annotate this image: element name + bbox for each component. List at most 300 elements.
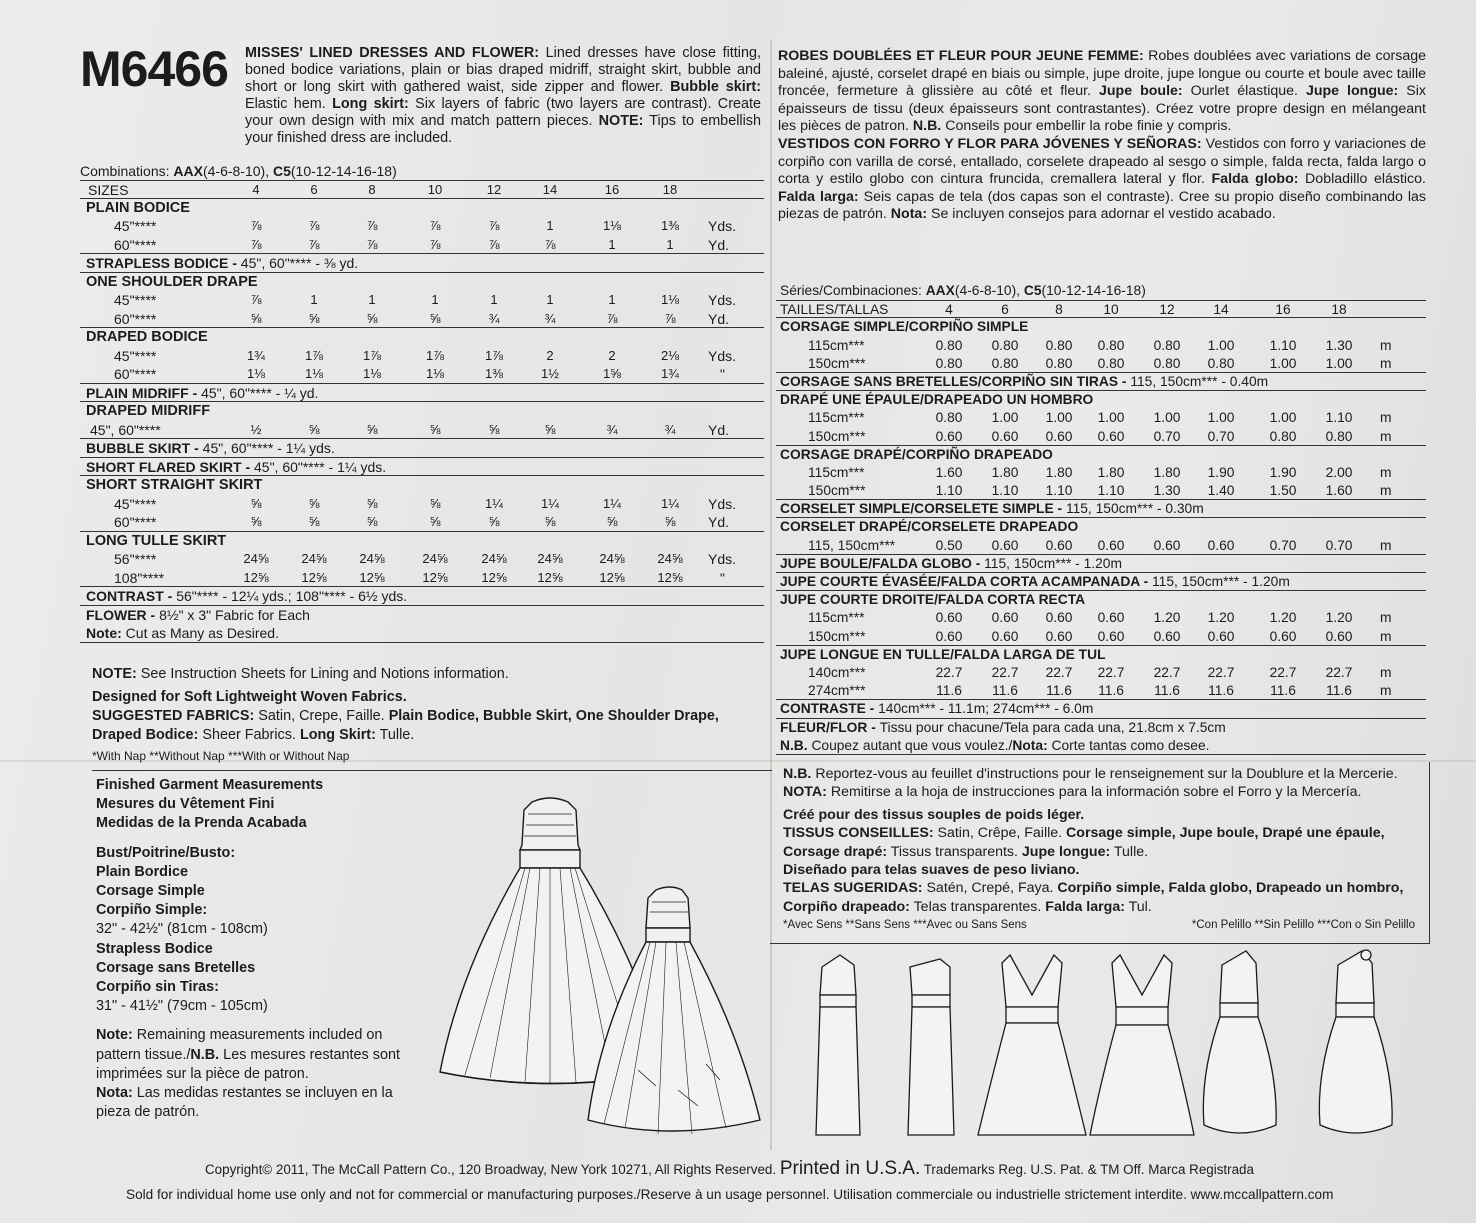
cell: 1.30 [1153, 483, 1181, 499]
cell: 0.80 [1097, 337, 1125, 353]
cell: 0.60 [935, 628, 963, 644]
cell: ⅞ [250, 236, 262, 252]
section-corselet-drape: CORSELET DRAPÉ/CORSELETE DRAPEADO [780, 519, 1079, 535]
cell: ⅝ [429, 514, 441, 529]
cell: ⅞ [308, 218, 320, 233]
size-col: 14 [542, 182, 558, 197]
cell: 1.10 [1097, 483, 1125, 499]
table-row [80, 217, 764, 236]
copyright-text: Copyright© 2011, The McCall Pattern Co., 120 Broadway, New York 10271, All Rights Reserved. [205, 1162, 780, 1177]
unit: " [720, 366, 725, 382]
section-draped-midriff: DRAPED MIDRIFF [86, 403, 211, 419]
cell: 1¾ [246, 347, 266, 363]
unit: m [1380, 537, 1392, 553]
bust-label: Bust/Poitrine/Busto: [96, 844, 236, 861]
nap-legend: *With Nap **Without Nap ***With or Without Nap [92, 747, 772, 771]
cell: 0.60 [991, 610, 1019, 626]
cell: 1.90 [1269, 464, 1297, 480]
desc-en-note-text: Tips to embellish your finished dress are included. [245, 113, 761, 146]
table-row-strapless-bodice [80, 254, 764, 273]
cell: ⅞ [366, 218, 378, 233]
cell: 0.80 [1269, 428, 1297, 444]
cell: 11.6 [1046, 683, 1072, 699]
cell: 1.10 [1325, 410, 1353, 426]
cell: ⅞ [366, 236, 378, 252]
suggested-text: Satin, Crepe, Faille. [254, 708, 389, 724]
cell: 1.80 [991, 464, 1019, 480]
desc-fr-label: Jupe longue: [1305, 83, 1399, 100]
cell: 0.80 [991, 355, 1019, 371]
nota-text: Remitirse a la hoja de instrucciones para la información sobre el Forro y la Mercería. [826, 784, 1362, 801]
row-value: 8½" x 3" Fabric for Each [159, 606, 310, 623]
cell: 24⅝ [422, 551, 448, 566]
cell: 0.70 [1207, 428, 1235, 444]
row-title: FLEUR/FLOR - [780, 719, 880, 735]
row-label: 115, 150cm*** [808, 537, 896, 553]
row-value: 45", 60"**** - 1¼ yds. [202, 440, 335, 456]
cell: ⅝ [544, 514, 556, 529]
cell: 0.80 [1045, 355, 1073, 371]
table-row [80, 421, 764, 440]
cell: 24⅝ [481, 551, 507, 566]
cell: 0.60 [1153, 537, 1181, 553]
cell: 0.70 [1153, 428, 1181, 444]
cell: 1.20 [1207, 610, 1235, 626]
row-label: 45"**** [114, 347, 157, 364]
table-row [80, 347, 764, 366]
cell: 1⅝ [602, 366, 622, 381]
table-row [80, 365, 764, 384]
cell: ⅞ [544, 236, 556, 252]
section-plain-bodice: PLAIN BODICE [86, 199, 190, 216]
cell: 11.6 [992, 683, 1018, 699]
nb-text: Les mesures restantes sont imprimées sur la pièce de patron. [96, 1046, 400, 1082]
cell: 12⅝ [657, 569, 683, 585]
combo-c5: C5 [272, 163, 291, 179]
cell: ¾ [664, 421, 676, 437]
cell: 0.70 [1269, 537, 1297, 553]
note-label: NOTE: [92, 666, 137, 682]
telas-text: Telas transparentes. [909, 898, 1046, 915]
row-label: 60"**** [114, 310, 157, 327]
note-text: See Instruction Sheets for Lining and Notions information. [136, 666, 509, 682]
cell: 0.60 [1045, 610, 1073, 626]
cell: 1¼ [602, 495, 622, 511]
suggested-bold: Long Skirt: [299, 727, 376, 743]
telas-bold: Corpiño simple, Falda globo, Drapeado un hombro, Corpiño drapeado: [783, 880, 1404, 915]
cell: ⅝ [366, 495, 378, 511]
cell: ¾ [544, 310, 556, 326]
dress-one-shoulder-flower-bubble [1319, 950, 1392, 1133]
cell: ⅝ [366, 514, 378, 529]
cell: 1.00 [1269, 410, 1297, 426]
tissus-text: Satin, Crêpe, Faille. [933, 825, 1067, 842]
size-col: 10 [427, 182, 443, 197]
row-value: 45", 60"**** - ¼ yd. [201, 384, 319, 401]
cell: 1 [608, 292, 616, 307]
plain-bodice-label: Plain Bordice [96, 863, 188, 880]
cell: 12⅝ [243, 569, 269, 585]
cell: ⅝ [544, 421, 556, 437]
cell: 24⅝ [301, 551, 327, 566]
cell: 24⅝ [359, 551, 385, 566]
unit: Yd. [708, 310, 730, 327]
cell: 0.80 [935, 337, 963, 353]
cell: ¾ [606, 421, 618, 437]
cell: 11.6 [1154, 683, 1180, 699]
row-value: Coupez autant que vous voulez./ [811, 737, 1013, 753]
cell: 1 [608, 236, 616, 252]
sizes-header-row [776, 300, 1426, 318]
cell: 1½ [540, 366, 560, 381]
cell: 22.7 [1207, 664, 1235, 680]
desc-es-text: Dobladillo elástico. [1298, 171, 1426, 188]
cell: ⅞ [488, 218, 500, 233]
nap-legend-es: *Con Pelillo **Sin Pelillo ***Con o Sin Pelillo [1191, 919, 1415, 932]
cell: ½ [250, 421, 262, 437]
combinations-label: Combinations: [80, 163, 174, 179]
desc-en-long-text: Six layers of fabric (two layers are contrast). Create your own design with mix and match pattern pieces. [245, 96, 761, 129]
unit: m [1380, 664, 1392, 680]
pattern-code: M6466 [80, 41, 228, 97]
cell: ⅝ [488, 514, 500, 529]
table-row-bubble-skirt [80, 439, 764, 458]
cell: 1.00 [1045, 410, 1073, 426]
row-value: 115, 150cm*** - 1.20m [1152, 574, 1290, 589]
combo-c5-sizes: (10-12-14-16-18) [290, 163, 397, 179]
desc-fr-text: Six épaisseurs de tissu (deux épaisseurs sont contrastantes). Créez votre propre design en mélangeant les pièces de patron. [778, 83, 1426, 135]
cell: 0.60 [935, 610, 963, 626]
suggested-label: SUGGESTED FABRICS: [92, 708, 255, 724]
cell: 0.80 [1325, 428, 1353, 444]
description-english [245, 45, 761, 147]
section-corsage-simple: CORSAGE SIMPLE/CORPIÑO SIMPLE [780, 319, 1029, 335]
table-row-contrast [80, 587, 764, 606]
table-row [80, 550, 764, 569]
designed-for: Designed for Soft Lightweight Woven Fabrics. [92, 689, 407, 705]
table-row-nb-cut [776, 737, 1426, 755]
desc-en-body: Lined dresses have close fitting, boned bodice variations, plain or bias draped midriff, straight skirt, bubble and short or long skirt with gathered waist, side zipper and flower. [245, 45, 761, 95]
cell: 0.60 [1325, 628, 1353, 644]
tissus-label: TISSUS CONSEILLES: [783, 825, 934, 842]
section-short-straight-skirt: SHORT STRAIGHT SKIRT [86, 477, 263, 493]
cell: ⅞ [429, 218, 441, 233]
cell: 24⅝ [243, 551, 269, 566]
cell: 0.70 [1325, 537, 1353, 553]
table-row [776, 428, 1426, 446]
unit: " [720, 569, 725, 586]
strapless-label: Corsage sans Bretelles [96, 959, 256, 976]
table-row [80, 310, 764, 329]
row-title: SHORT FLARED SKIRT - [86, 458, 254, 475]
cell: 0.80 [1097, 355, 1125, 371]
cell: 22.7 [1153, 664, 1181, 680]
cell: 1.50 [1269, 483, 1297, 499]
combo-aax: AAX [173, 163, 203, 179]
size-col: 4 [252, 182, 260, 197]
size-col: 14 [1213, 302, 1229, 318]
row-label: 60"**** [114, 514, 157, 530]
cell: 1¾ [660, 366, 680, 381]
section-one-shoulder-drape: ONE SHOULDER DRAPE [86, 273, 258, 290]
cell: ⅝ [308, 495, 320, 511]
cell: 11.6 [1208, 683, 1234, 699]
cell: 12⅝ [537, 569, 563, 585]
desc-en-bubble-label: Bubble skirt: [670, 79, 761, 95]
row-value: 56"**** - 12¼ yds.; 108"**** - 6½ yds. [176, 588, 408, 604]
cell: ⅝ [606, 514, 618, 529]
row-title: FLOWER - [86, 606, 160, 623]
dress-draped-midriff-flared [1090, 955, 1194, 1135]
cell: 1.00 [1097, 410, 1125, 426]
row-title: Note: [86, 625, 126, 641]
disenado-para: Diseñado para telas suaves de peso liviano. [783, 862, 1080, 879]
combo-aax-sizes: (4-6-8-10), [202, 163, 273, 179]
table-row [80, 291, 764, 310]
cell: 1¼ [540, 495, 560, 511]
section-jupe-longue: JUPE LONGUE EN TULLE/FALDA LARGA DE TUL [780, 646, 1106, 662]
cell: 1 [666, 236, 674, 252]
row-label: 45"**** [114, 495, 157, 512]
row-label: 45"**** [114, 292, 157, 308]
cell: 1.40 [1207, 483, 1235, 499]
desc-fr-text: Ourlet élastique. [1182, 83, 1306, 100]
cell: ⅝ [429, 421, 441, 437]
cell: 22.7 [1045, 664, 1073, 680]
desc-en-bubble-text: Elastic hem. [245, 96, 333, 112]
table-row [80, 236, 764, 255]
row-title: JUPE COURTE ÉVASÉE/FALDA CORTA ACAMPANADA - [780, 574, 1153, 589]
table-row-corselet-simple [776, 500, 1426, 518]
cell: 1⅛ [304, 366, 324, 381]
sizes-label: SIZES [88, 182, 129, 198]
cell: 1⅛ [602, 218, 622, 233]
cell: 12⅝ [359, 569, 385, 585]
size-col: 4 [945, 302, 953, 318]
size-col: 8 [1055, 302, 1063, 318]
section-draped-bodice: DRAPED BODICE [86, 329, 208, 345]
cell: 1 [490, 292, 498, 307]
row-label: 108"**** [114, 569, 165, 586]
nota-text: Las medidas restantes se incluyen en la pieza de patrón. [96, 1085, 393, 1121]
desc-es-text: Seis capas de tela (dos capas son el contraste). Cree su propio diseño combinando las piezas de patrón. [778, 188, 1426, 223]
unit: m [1380, 628, 1392, 644]
desc-es-label: Falda larga: [778, 188, 859, 205]
row-label: 150cm*** [808, 628, 866, 644]
row-value: 115, 150cm*** - 1.20m [984, 555, 1122, 571]
row-title: CONTRASTE - [780, 701, 879, 717]
table-row [776, 664, 1426, 682]
desc-fr-label: N.B. [912, 118, 942, 135]
table-row-contraste [776, 700, 1426, 718]
cell: 22.7 [1325, 664, 1353, 680]
cell: 2 [608, 347, 616, 363]
cell: 2⅛ [660, 347, 680, 363]
plain-bodice-label: Corsage Simple [96, 883, 205, 900]
cell: 1.20 [1325, 610, 1353, 626]
cell: 1.10 [935, 483, 963, 499]
table-row-note-cut [80, 624, 764, 643]
cell: 1⅞ [425, 347, 445, 363]
row-title: BUBBLE SKIRT - [86, 440, 203, 456]
unit: Yds. [708, 292, 737, 308]
measurements-title: Mesures du Vêtement Fini [96, 796, 275, 813]
combo-aax: AAX [925, 283, 955, 298]
table-row [776, 337, 1426, 355]
size-col: 16 [1275, 302, 1291, 318]
cell: 1.80 [1097, 464, 1125, 480]
dress-draped-flared [978, 955, 1086, 1135]
unit: Yd. [708, 236, 730, 253]
nota-label: NOTA: [783, 784, 827, 801]
table-row [776, 355, 1426, 373]
desc-en-title: MISSES' LINED DRESSES AND FLOWER: [245, 45, 540, 61]
table-row-short-flared-skirt [80, 458, 764, 477]
cell: 1.00 [1269, 355, 1297, 371]
cell: 11.6 [1098, 683, 1124, 699]
cell: 1 [368, 292, 376, 307]
unit: m [1380, 483, 1392, 499]
unit: Yds. [708, 551, 737, 567]
cell: 1.20 [1269, 610, 1297, 626]
cell: 1.60 [935, 464, 963, 480]
measurements-title: Medidas de la Prenda Acabada [96, 815, 307, 832]
cell: ⅞ [250, 292, 262, 307]
nota-label: Nota: [96, 1085, 133, 1102]
cell: 11.6 [936, 683, 962, 699]
unit: m [1380, 464, 1392, 480]
cell: 0.80 [935, 410, 963, 426]
cell: 22.7 [935, 664, 963, 680]
row-value: Tissu pour chacune/Tela para cada una, 21.8cm x 7.5cm [879, 719, 1226, 735]
size-col: 6 [1001, 302, 1009, 318]
cell: ⅝ [366, 310, 378, 326]
series-label: Séries/Combinaciones: [780, 283, 926, 298]
cell: 0.60 [1097, 628, 1125, 644]
row-label: 150cm*** [808, 483, 866, 499]
dress-strapless-straight [908, 959, 954, 1135]
cell: 0.60 [1097, 610, 1125, 626]
cell: 0.60 [1207, 537, 1235, 553]
fold-line-vertical [770, 40, 772, 1150]
row-value: Corte tantas como desee. [1051, 737, 1210, 753]
cell: 0.60 [1045, 628, 1073, 644]
note-label: Note: [96, 1027, 133, 1044]
cell: 0.80 [1153, 355, 1181, 371]
unit: Yd. [708, 421, 730, 438]
tissus-text: Tissus transparents. [887, 843, 1022, 860]
table-row [80, 513, 764, 532]
table-row [776, 482, 1426, 500]
cell: ⅞ [429, 236, 441, 252]
dress-one-shoulder-bubble [1203, 951, 1276, 1133]
unit: m [1380, 337, 1392, 353]
desc-es-body: Vestidos con forro y variaciones de corpiño con varilla de corsé, entallado, corselete drapeado al sesgo o simple, falda recta, falda largo o corta y estilo globo con cintura fruncida, cremallera lateral y flor. [778, 135, 1426, 188]
cell: 0.80 [991, 337, 1019, 353]
cell: 0.60 [1045, 428, 1073, 444]
cell: 0.60 [1207, 628, 1235, 644]
cell: ⅞ [664, 310, 676, 326]
desc-es-title: VESTIDOS CON FORRO Y FLOR PARA JÓVENES Y SEÑORAS: [778, 135, 1202, 152]
cell: ⅝ [366, 421, 378, 437]
table-row [776, 609, 1426, 627]
cell: 1.80 [1045, 464, 1073, 480]
table-row-flower [80, 606, 764, 625]
unit: Yds. [708, 495, 737, 512]
row-label: 115cm*** [808, 337, 865, 353]
row-label: 274cm*** [808, 683, 866, 699]
long-dress-illustrations [420, 790, 770, 1150]
row-label: 115cm*** [808, 610, 865, 626]
row-label: 45"**** [114, 218, 157, 234]
cell: 1 [546, 218, 554, 233]
telas-bold: Falda larga: [1045, 898, 1125, 915]
cell: 1⅛ [246, 366, 266, 381]
cell: 0.50 [935, 537, 963, 553]
table-row [80, 495, 764, 514]
section-corsage-drape: CORSAGE DRAPÉ/CORPIÑO DRAPEADO [780, 446, 1053, 462]
telas-text: Tul. [1124, 898, 1152, 915]
combo-c5-sizes: (10-12-14-16-18) [1041, 283, 1146, 298]
series-line [776, 282, 1426, 300]
plain-bodice-label: Corpiño Simple: [96, 902, 208, 919]
cell: 0.80 [1207, 355, 1235, 371]
row-value: 115, 150cm*** - 0.40m [1130, 373, 1269, 389]
finished-measurements [96, 776, 426, 1122]
cell: 11.6 [1326, 683, 1352, 699]
nb-text: Reportez-vous au feuillet d'instructions pour le renseignement sur la Doublure et la Mercerie. [811, 766, 1398, 782]
desc-es-text: Se incluyen consejos para adornar el vestido acabado. [927, 206, 1276, 223]
cell: ⅝ [308, 514, 320, 529]
cell: 1 [431, 292, 439, 307]
cell: ⅞ [308, 236, 320, 252]
cell: 0.60 [1045, 537, 1073, 553]
combo-aax-sizes: (4-6-8-10), [954, 283, 1024, 298]
strapless-value: 31" - 41½" (79cm - 105cm) [96, 998, 268, 1015]
unit: m [1380, 410, 1392, 426]
sizes-header-row [80, 180, 764, 199]
yardage-table-metric [776, 282, 1426, 755]
description-french-spanish [778, 48, 1426, 224]
row-value: 140cm*** - 11.1m; 274cm*** - 6.0m [878, 701, 1094, 717]
cell: 0.60 [1097, 537, 1125, 553]
cell: 0.80 [1045, 337, 1073, 353]
size-col: 12 [1159, 302, 1175, 318]
cell: 1⅜ [484, 366, 504, 381]
cell: 0.80 [935, 355, 963, 371]
tissus-bold: Jupe longue: [1021, 843, 1111, 860]
cell: ⅝ [308, 310, 320, 326]
cell: 0.60 [991, 428, 1019, 444]
cell: 0.60 [991, 537, 1019, 553]
tissus-text: Tulle. [1110, 843, 1149, 860]
suggested-text: Tulle. [375, 727, 415, 743]
cell: 1.60 [1325, 483, 1353, 499]
combinations-line [80, 162, 764, 180]
size-col: 6 [310, 182, 318, 197]
desc-fr-text: Conseils pour embellir la robe finie y compris. [941, 118, 1232, 135]
cell: 1.00 [991, 410, 1019, 426]
telas-text: Satén, Crepé, Faya. [922, 880, 1058, 897]
usage-line: Sold for individual home use only and not for commercial or manufacturing purposes./Reserve à un usage personnel. Utilisation commerciale ou industrielle strictement interdite. www.mccallpattern.com [126, 1187, 1334, 1202]
cell: 1 [310, 292, 318, 307]
cell: 22.7 [1097, 664, 1125, 680]
cell: 1⅞ [484, 347, 504, 363]
measurements-title: Finished Garment Measurements [96, 777, 324, 793]
cell: 24⅝ [657, 551, 683, 566]
combo-c5: C5 [1023, 283, 1042, 298]
cell: 1⅛ [660, 292, 680, 307]
